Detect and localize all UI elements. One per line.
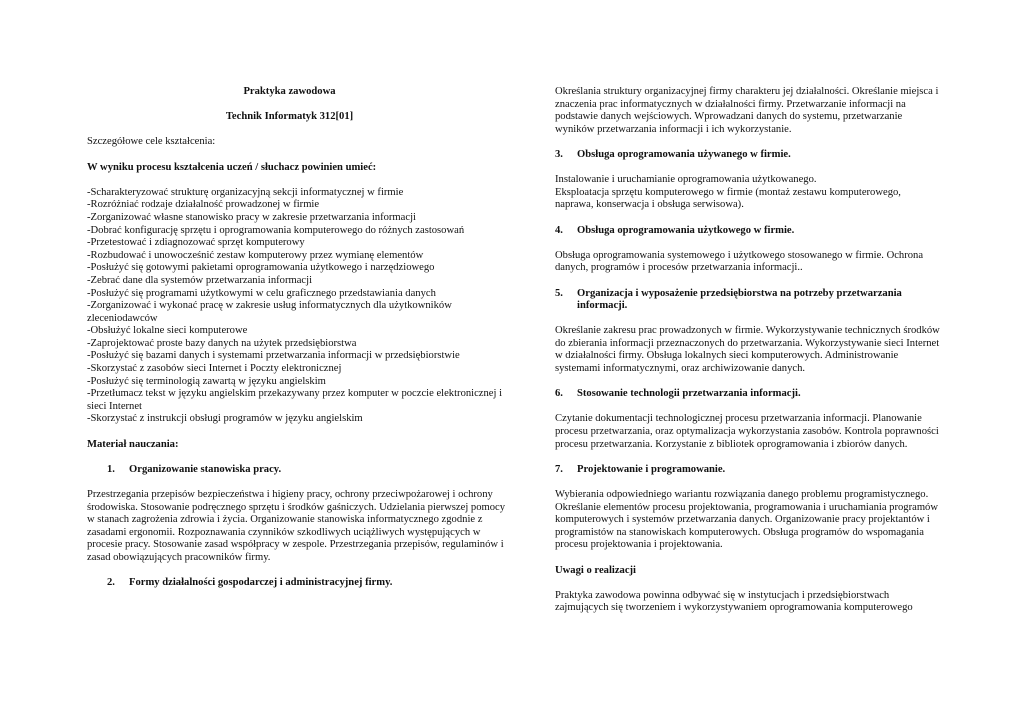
section-title: Organizowanie stanowiska pracy.: [129, 463, 282, 475]
document-subtitle: Technik Informatyk 312[01]: [225, 111, 354, 123]
goal-item: -Obsłużyć lokalne sieci komputerowe: [87, 325, 248, 337]
section-3-heading: [555, 149, 940, 162]
section-title: Organizacja i wyposażenie przedsiębiorstwa na potrzeby przetwarzania informacji.: [577, 287, 902, 312]
section-number: 5.: [555, 287, 563, 299]
section-6-text: Czytanie dokumentacji technologicznej procesu przetwarzania informacji. Planowanie procesu przetwarzania, oraz optymalizacja wykorzystania zasobów. Kontrola poprawności procesu przetwarzania. Korzystanie z bibliotek oprogramowania i zbiorów danych.: [555, 413, 939, 450]
goal-item: -Posłużyć się programami użytkowymi w celu graficznego przedstawiania danych: [87, 287, 436, 299]
section-number: 2.: [107, 577, 115, 589]
goal-item: -Posłużyć się bazami danych i systemami przetwarzania informacji w przedsiębiorstwie: [87, 350, 460, 362]
goal-item: -Scharakteryzować strukturę organizacyjną sekcji informatycznej w firmie: [87, 186, 404, 198]
goal-item: -Przetestować i zdiagnozować sprzęt komputerowy: [87, 237, 305, 249]
goal-item: -Posłużyć się gotowymi pakietami oprogramowania użytkowego i narzędziowego: [87, 262, 435, 274]
goal-item: -Zorganizować i wykonać pracę w zakresie usług informatycznych dla użytkowników zleceniodawców: [87, 300, 452, 324]
section-2-heading: [87, 577, 507, 590]
section-number: 3.: [555, 148, 563, 160]
section-number: 7.: [555, 463, 563, 475]
left-column: [87, 86, 507, 590]
goal-item: -Dobrać konfigurację sprzętu i oprogramowania komputerowego do różnych zastosowań: [87, 224, 465, 236]
section-3-text: Instalowanie i uruchamianie oprogramowania użytkowanego.: [555, 174, 817, 186]
section-5-text: Określanie zakresu prac prowadzonych w firmie. Wykorzystywanie technicznych środków do zbierania informacji przeznaczonych do przetwarzania. Wykorzystywanie sieci Internet w działalności firmy. Obsługa lokalnych sieci komputerowych. Administrowanie systemami informatycznymi, oraz archiwizowanie danych.: [555, 325, 940, 375]
section-6-heading: [555, 388, 940, 401]
right-column: [555, 86, 940, 615]
goal-item: -Rozbudować i unowocześnić zestaw komputerowy przez wymianę elementów: [87, 249, 424, 261]
section-4-text: Obsługa oprogramowania systemowego i użytkowego stosowanego w firmie. Ochrona danych, programów i procesów przetwarzania informacji..: [555, 249, 924, 274]
remarks-label: Uwagi o realizacji: [555, 564, 636, 576]
section-4-heading: [555, 225, 940, 238]
goal-item: -Zebrać dane dla systemów przetwarzania informacji: [87, 274, 313, 286]
remarks-text: Praktyka zawodowa powinna odbywać się w instytucjach i przedsiębiorstwach zajmujących się tworzeniem i wykorzystywaniem oprogramowania komputerowego: [555, 589, 913, 614]
section-3-text: Eksploatacja sprzętu komputerowego w firmie (montaż zestawu komputerowego, naprawa, konserwacja i obsługa serwisowa).: [555, 186, 901, 211]
section-number: 6.: [555, 388, 563, 400]
goals-label: Szczegółowe cele kształcenia:: [87, 136, 216, 148]
section-title: Stosowanie technologii przetwarzania informacji.: [577, 388, 801, 400]
section-1-text: Przestrzegania przepisów bezpieczeństwa i higieny pracy, ochrony przeciwpożarowej i ochrony środowiska. Stosowanie podręcznego sprzętu i środków gaśniczych. Udzielania pierwszej pomocy w stanach zagrożenia zdrowia i życia. Organizowanie stanowiska informatycznego zgodnie z zasadami ergonomii. Rozpoznawania czynników szkodliwych uciążliwych występujących w procesie pracy. Stosowanie zasad współpracy w zespole. Przestrzegania przepisów, regulaminów i zasad obowiązujących pracowników firmy.: [87, 489, 506, 563]
section-title: Obsługa oprogramowania używanego w firmie.: [577, 148, 791, 160]
section-5-heading: [555, 288, 940, 313]
section-2-text: Określania struktury organizacyjnej firmy charakteru jej działalności. Określanie miejsca i znaczenia prac informatycznych w działalności firmy. Przetwarzanie informacji na podstawie danych wejściowych. Wprowadzani danych do systemu, przetwarzanie wyników przetwarzania informacji i ich wykorzystanie.: [555, 86, 939, 135]
section-1-heading: [87, 464, 507, 477]
goal-item: -Przetłumacz tekst w języku angielskim przekazywany przez komputer w poczcie elektronicznej i sieci Internet: [87, 388, 503, 412]
goal-item: -Skorzystać z zasobów sieci Internet i Poczty elektronicznej: [87, 363, 342, 375]
section-title: Projektowanie i programowanie.: [577, 463, 726, 475]
goals-list: [87, 187, 507, 426]
goal-item: -Zaprojektować proste bazy danych na użytek przedsiębiorstwa: [87, 337, 357, 349]
section-title: Formy działalności gospodarczej i administracyjnej firmy.: [129, 577, 393, 589]
goal-item: -Zorganizować własne stanowisko pracy w zakresie przetwarzania informacji: [87, 211, 416, 223]
section-title: Obsługa oprogramowania użytkowego w firmie.: [577, 224, 795, 236]
goals-intro: W wyniku procesu kształcenia uczeń / słuchacz powinien umieć:: [87, 161, 377, 173]
section-number: 4.: [555, 224, 563, 236]
goal-item: -Posłużyć się terminologią zawartą w języku angielskim: [87, 375, 326, 387]
goal-item: -Skorzystać z instrukcji obsługi programów w języku angielskim: [87, 413, 363, 425]
section-number: 1.: [107, 463, 115, 475]
goal-item: -Rozróżniać rodzaje działalność prowadzonej w firmie: [87, 199, 320, 211]
section-7-text: Wybierania odpowiedniego wariantu rozwiązania danego problemu programistycznego. Określanie elementów procesu projektowania, programowania i uruchamiania programów komputerowych i systemów przetwarzania danych. Organizowanie pracy projektantów i programistów na stanowiskach komputerowych. Obsługa programów do wspomagania procesu projektowania i projektowania.: [555, 489, 939, 551]
section-7-heading: [555, 464, 940, 477]
material-label: Materiał nauczania:: [87, 438, 179, 450]
document-title: Praktyka zawodowa: [243, 86, 336, 97]
